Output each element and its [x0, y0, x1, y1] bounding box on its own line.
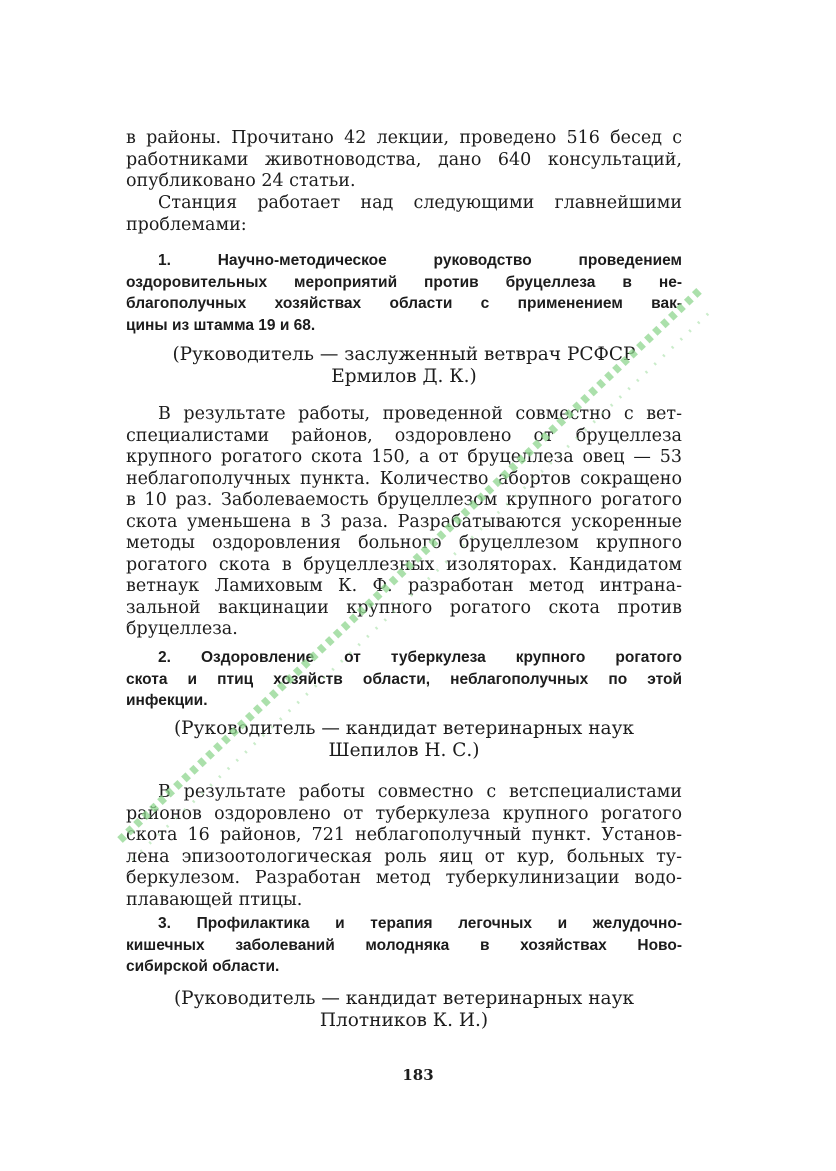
paragraph-results-2 [126, 782, 682, 911]
text-line: проблемами: [126, 214, 247, 235]
text-line: в районы. Прочитано 42 лекции, проведено 516 бесед с [126, 128, 682, 148]
text-line: в 10 раз. Заболеваемость бруцеллезом крупного рогатого [126, 490, 682, 510]
text-line: специалистами районов, оздоровлено от бруцеллеза [126, 425, 682, 446]
text-line: опубликовано 24 статьи. [126, 171, 356, 191]
text-line: В результате работы совместно с ветспециалистами [158, 782, 682, 802]
text-line: неблагополучных пункта. Количество абортов сокращено [126, 468, 682, 489]
leader-note-2 [126, 718, 682, 761]
problem-item-2 [126, 647, 682, 712]
text-line: беркулезом. Разработан метод туберкулинизации водо- [126, 868, 682, 888]
paragraph-problems-intro [126, 193, 682, 236]
text-line: (Руководитель — заслуженный ветврач РСФСР [172, 344, 636, 365]
text-line: районов оздоровлено от туберкулеза крупного рогатого [126, 803, 682, 824]
text-line: работниками животноводства, дано 640 консультаций, [126, 149, 682, 170]
text-line: сибирской области. [126, 958, 280, 975]
leader-note-1 [126, 344, 682, 387]
text-line: рогатого скота в бруцеллезных изоляторах. Кандидатом [126, 554, 682, 575]
text-line: скота и птиц хозяйств области, неблагополучных по этой [126, 670, 682, 688]
text-line: скота 16 районов, 721 неблагополучный пункт. Установ- [126, 825, 682, 845]
text-line: кишечных заболеваний молодняка в хозяйствах Ново- [126, 936, 682, 954]
text-line: 3. Профилактика и терапия легочных и желудочно- [158, 915, 682, 932]
text-line: оздоровительных мероприятий против бруцеллеза в не- [126, 273, 682, 291]
text-line: (Руководитель — кандидат ветеринарных наук [173, 988, 635, 1009]
text-line: Шепилов Н. С.) [328, 739, 480, 761]
text-line: благополучных хозяйствах области с применением вак- [126, 295, 682, 312]
text-line: бруцеллеза. [126, 619, 238, 639]
text-line: крупного рогатого скота 150, а от бруцеллеза овец — 53 [126, 447, 682, 467]
text-line: Ермилов Д. К.) [331, 365, 477, 387]
leader-note-3 [126, 988, 682, 1031]
text-line: зальной вакцинации крупного рогатого скота против [126, 597, 682, 618]
text-line: методы оздоровления больного бруцеллезом крупного [126, 533, 682, 553]
text-line: (Руководитель — кандидат ветеринарных наук [173, 718, 635, 739]
text-line: Станция работает над следующими главнейшими [158, 193, 682, 213]
text-line: инфекции. [126, 692, 208, 709]
text-line: лена эпизоотологическая роль яиц от кур, больных ту- [126, 846, 682, 867]
text-line: цины из штамма 19 и 68. [126, 316, 316, 334]
paragraph-results-1 [126, 404, 682, 641]
text-line: ветнаук Ламиховым К. Ф. разработан метод интрана- [126, 576, 682, 596]
problem-item-3 [126, 913, 682, 978]
text-line: скота уменьшена в 3 раза. Разрабатываются ускоренные [126, 511, 682, 532]
text-line: В результате работы, проведенной совместно с вет- [158, 404, 682, 424]
page-number: 183 [402, 1066, 434, 1084]
text-line: Плотников К. И.) [319, 1009, 489, 1031]
text-line: 1. Научно-методическое руководство проведением [158, 252, 682, 269]
problem-item-1 [126, 250, 682, 336]
text-line: плавающей птицы. [126, 889, 303, 910]
paragraph-intro [126, 128, 682, 193]
text-line: 2. Оздоровление от туберкулеза крупного рогатого [158, 649, 682, 666]
